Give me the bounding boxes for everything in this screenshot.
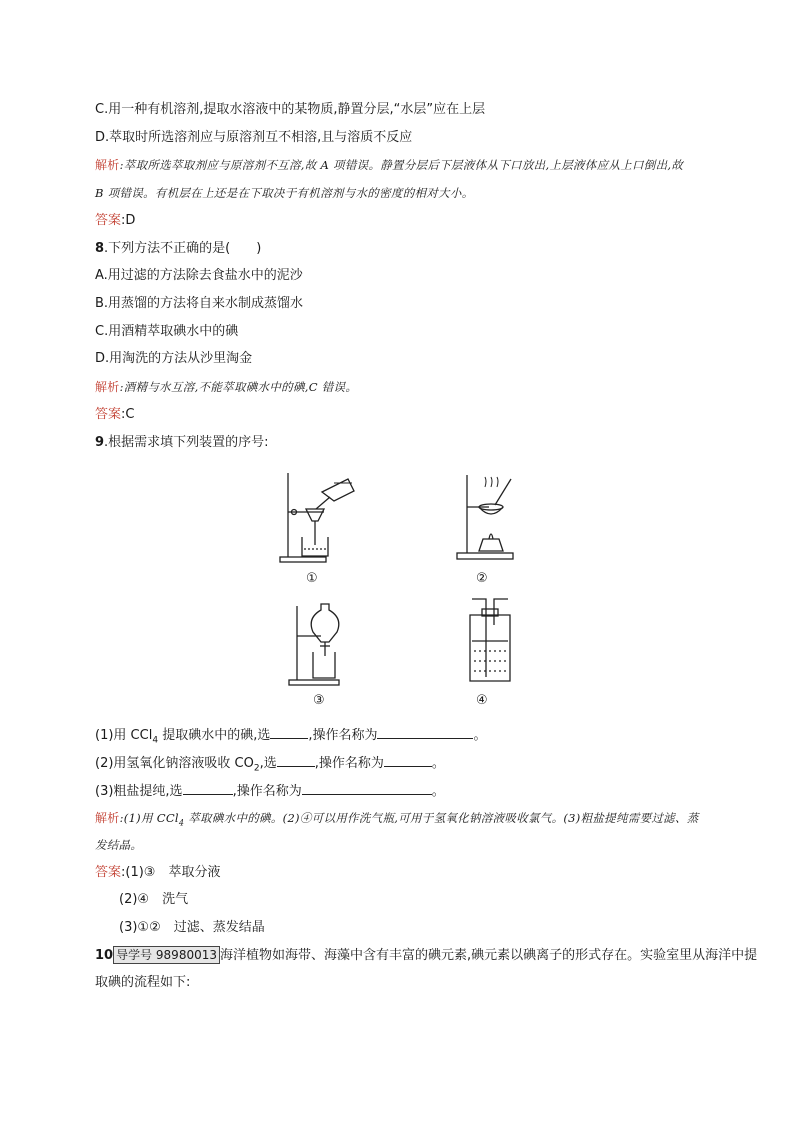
explanation-label: 解析 <box>95 380 120 394</box>
answer-blank[interactable] <box>277 753 315 767</box>
sub1-subscript: 4 <box>152 735 159 746</box>
sub1-end: 。 <box>473 728 487 743</box>
gas-washing-bottle <box>458 595 518 695</box>
q7-explanation-cont: B 项错误。有机层在上还是在下取决于有机溶剂与水的密度的相对大小。 <box>95 186 474 200</box>
apparatus-label-3: ③ <box>313 693 325 708</box>
question-number: 8 <box>95 241 105 256</box>
sub1-text-c: ,操作名称为 <box>308 728 378 743</box>
q8-answer-value: :C <box>121 407 135 422</box>
q8-option-a: A.用过滤的方法除去食盐水中的泥沙 <box>95 268 303 283</box>
q9-stem-text: .根据需求填下列装置的序号: <box>104 435 269 450</box>
q7-explanation <box>95 156 683 174</box>
q9-answer-2: (2)④ 洗气 <box>119 892 189 907</box>
q10-stem <box>95 946 757 965</box>
sub3-text-c: ,操作名称为 <box>232 784 302 799</box>
q7-option-c: C.用一种有机溶剂,提取水溶液中的某物质,静置分层,“水层”应在上层 <box>95 102 486 117</box>
sub2-subscript: 2 <box>253 763 260 774</box>
answer-blank[interactable] <box>270 725 308 739</box>
sub2-text-b: ,选 <box>259 756 277 771</box>
apparatus-label-4: ④ <box>476 693 488 708</box>
explanation-label: 解析 <box>95 158 120 172</box>
q9-sub1 <box>95 725 486 750</box>
guide-number-box[interactable]: 导学号 98980013 <box>113 946 220 964</box>
apparatus-label-1: ① <box>306 571 318 586</box>
q8-option-b: B.用蒸馏的方法将自来水制成蒸馏水 <box>95 296 304 311</box>
q10-stem-text: 海洋植物如海带、海藻中含有丰富的碘元素,碘元素以碘离子的形式存在。实验室里从海洋中提 <box>220 948 758 963</box>
sub3-text: (3)粗盐提纯,选 <box>95 784 183 799</box>
filtration-apparatus <box>278 465 358 565</box>
sub1-text: (1)用 CCl <box>95 728 153 743</box>
answer-blank[interactable] <box>384 753 432 767</box>
q9-stem <box>95 434 269 452</box>
q9-answer-3: (3)①② 过滤、蒸发结晶 <box>119 920 265 935</box>
explanation-label: 解析 <box>95 811 120 825</box>
q9-answer <box>95 864 220 882</box>
q9-explanation-text: :(1)用 CCl <box>119 811 179 825</box>
q9-sub3 <box>95 781 445 801</box>
evaporation-apparatus <box>455 465 525 565</box>
q8-stem-text: .下列方法不正确的是( ) <box>104 241 262 256</box>
q9-answer-1: :(1)③ 萃取分液 <box>121 865 221 880</box>
q8-option-c: C.用酒精萃取碘水中的碘 <box>95 324 239 339</box>
q7-answer <box>95 212 135 230</box>
q9-explanation-text-b: 萃取碘水中的碘。(2)④可以用作洗气瓶,可用于氢氧化钠溶液吸收氯气。(3)粗盐提纯需要过滤、蒸 <box>184 811 699 825</box>
answer-blank[interactable] <box>183 781 233 795</box>
q10-stem-cont: 取碘的流程如下: <box>95 975 191 990</box>
sub1-text-b: 提取碘水中的碘,选 <box>158 728 271 743</box>
question-number: 10 <box>95 948 114 963</box>
answer-label: 答案 <box>95 865 122 880</box>
answer-blank[interactable] <box>377 725 473 739</box>
q8-answer <box>95 406 134 424</box>
sub2-text-c: ,操作名称为 <box>314 756 384 771</box>
q9-explanation <box>95 809 699 832</box>
answer-label: 答案 <box>95 213 122 228</box>
apparatus-label-2: ② <box>476 571 488 586</box>
q7-answer-value: :D <box>121 213 136 228</box>
q8-stem <box>95 240 261 258</box>
separatory-funnel-apparatus <box>287 592 357 692</box>
q8-explanation <box>95 378 357 396</box>
sub2-text: (2)用氢氧化钠溶液吸收 CO <box>95 756 254 771</box>
answer-label: 答案 <box>95 407 122 422</box>
explanation-subscript: 4 <box>178 818 185 828</box>
sub3-end: 。 <box>431 784 445 799</box>
question-number: 9 <box>95 435 105 450</box>
q9-sub2 <box>95 753 445 778</box>
q8-explanation-text: :酒精与水互溶,不能萃取碘水中的碘,C 错误。 <box>119 380 358 394</box>
answer-blank[interactable] <box>302 781 432 795</box>
sub2-end: 。 <box>431 756 445 771</box>
q9-explanation-cont: 发结晶。 <box>95 838 143 852</box>
q7-explanation-text: :萃取所选萃取剂应与原溶剂不互溶,故 A 项错误。静置分层后下层液体从下口放出,上层液体应从上口倒出,故 <box>119 158 684 172</box>
q8-option-d: D.用淘洗的方法从沙里淘金 <box>95 351 253 366</box>
q7-option-d: D.萃取时所选溶剂应与原溶剂互不相溶,且与溶质不反应 <box>95 130 413 145</box>
